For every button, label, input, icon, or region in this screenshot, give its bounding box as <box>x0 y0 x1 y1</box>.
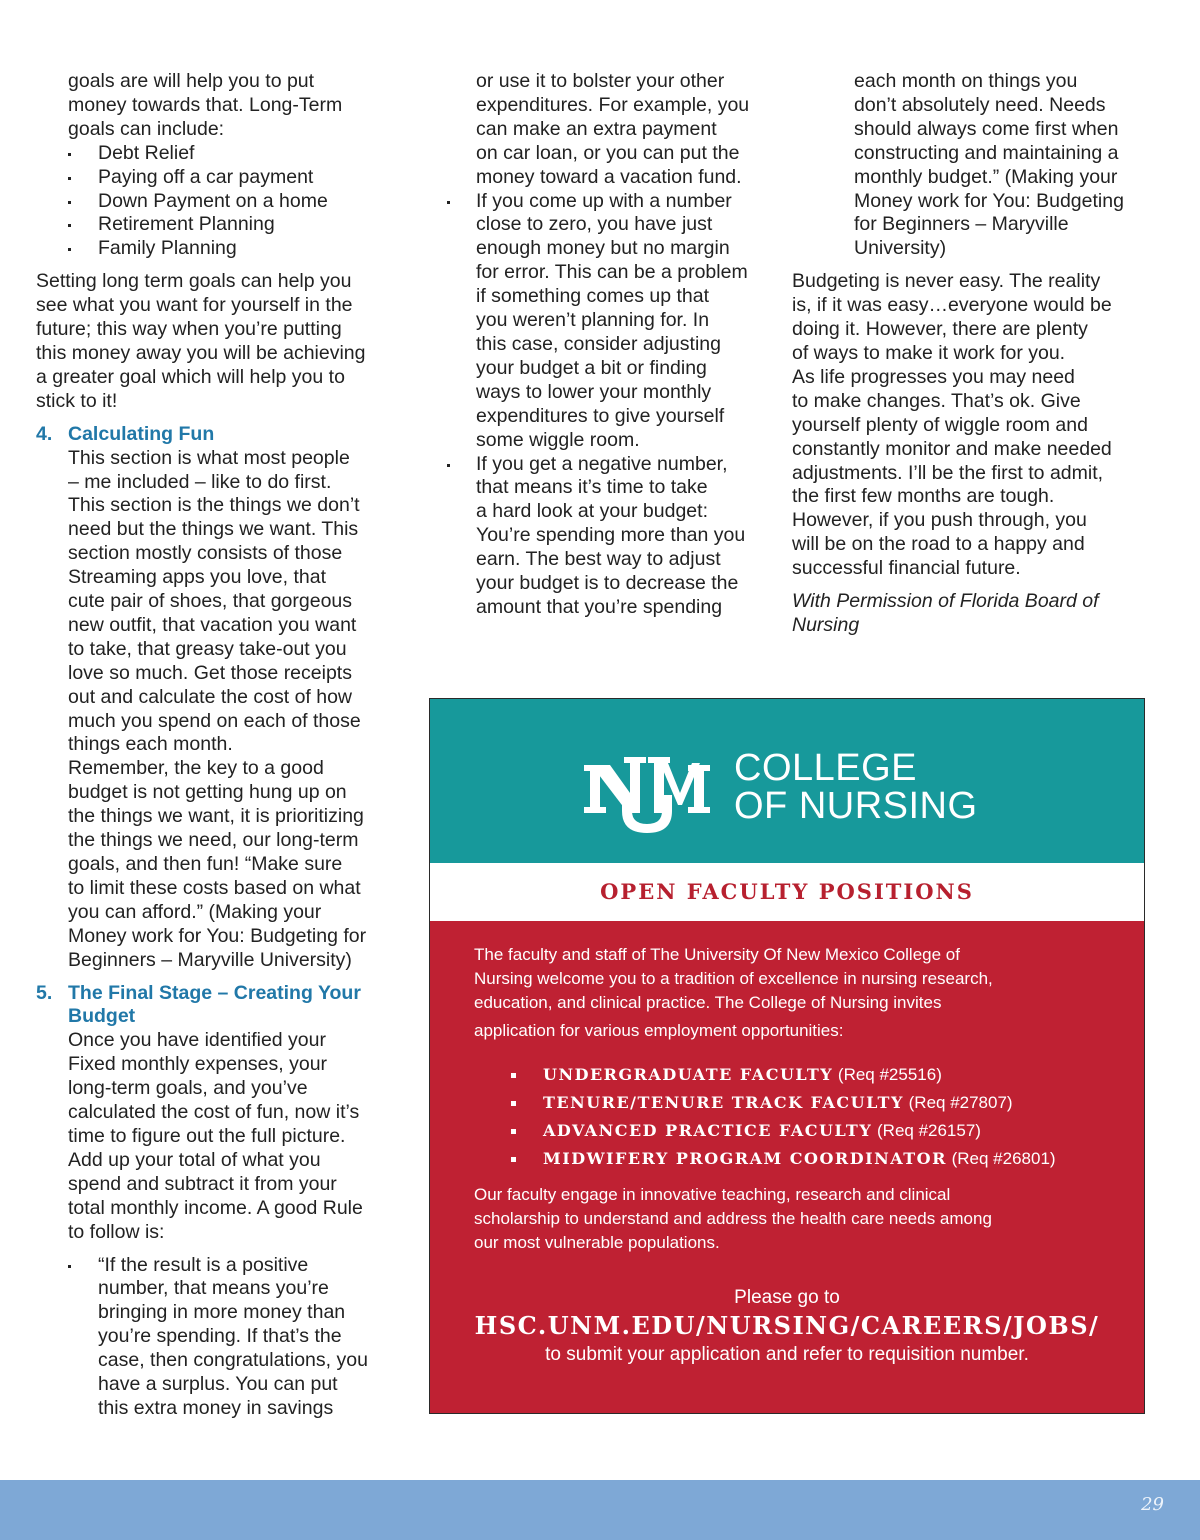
long-term-goals-list <box>36 142 396 262</box>
text-line: of ways to make it work for you. <box>792 341 1066 364</box>
text-line: goals are will help you to put <box>68 70 315 92</box>
text-line: Our faculty engage in innovative teaching, research and clinical <box>474 1185 951 1204</box>
text-line: goals can include: <box>68 117 225 140</box>
column-3 <box>792 70 1152 638</box>
text-line: out and calculate the cost of how <box>68 685 353 708</box>
text-line: calculated the cost of fun, now it’s <box>68 1101 360 1124</box>
text-line: you’re spending. If that’s the <box>98 1325 342 1348</box>
text-line: the things we need, our long-term <box>68 829 359 852</box>
position-title: UNDERGRADUATE FACULTY <box>543 1065 834 1084</box>
text-line: close to zero, you have just <box>476 213 713 236</box>
text-line: With Permission of Florida Board of <box>792 590 1099 613</box>
text-line: Streaming apps you love, that <box>68 566 326 589</box>
text-line: things each month. <box>68 733 233 756</box>
text-line: will be on the road to a happy and <box>792 533 1085 556</box>
section-number: 5. <box>36 981 53 1004</box>
text-line: amount that you’re spending <box>476 595 723 618</box>
text-line: Money work for You: Budgeting <box>854 189 1124 212</box>
text-line: our most vulnerable populations. <box>474 1233 720 1252</box>
careers-url-link[interactable]: HSC.UNM.EDU/NURSING/CAREERS/JOBS/ <box>474 1311 1100 1340</box>
text-line: should always come first when <box>854 117 1119 140</box>
result-bullets <box>444 190 774 620</box>
text-line: successful financial future. <box>792 557 1021 580</box>
text-line: case, then congratulations, you <box>98 1349 368 1372</box>
text-line: Add up your total of what you <box>68 1148 321 1171</box>
position-item <box>506 1117 1106 1145</box>
text-line: to limit these costs based on what <box>68 876 361 899</box>
text-line: expenditures. For example, you <box>476 93 750 116</box>
text-line: University) <box>854 237 947 260</box>
text-line: love so much. Get those receipts <box>68 661 352 684</box>
text-line: or use it to bolster your other <box>476 70 725 92</box>
positive-result-continued <box>444 70 774 190</box>
text-line: Nursing welcome you to a tradition of excellence in nursing research, <box>474 969 993 988</box>
section-number: 4. <box>36 422 53 445</box>
text-line: education, and clinical practice. The College of Nursing invites <box>474 993 942 1012</box>
text-line: constructing and maintaining a <box>854 141 1119 164</box>
text-line: you weren’t planning for. In <box>476 309 710 332</box>
text-line: section mostly consists of those <box>68 542 343 565</box>
ad-body <box>430 921 1144 1413</box>
ad-outro <box>474 1183 1104 1255</box>
text-line: can make an extra payment <box>476 117 717 140</box>
list-item <box>36 1254 396 1421</box>
text-line: If you get a negative number, <box>476 452 728 475</box>
text-line: adjustments. I’ll be the first to admit, <box>792 461 1104 484</box>
text-line: money towards that. Long-Term <box>68 93 343 116</box>
column-2 <box>444 70 774 620</box>
text-line: This section is the things we don’t <box>68 494 360 517</box>
text-line: The faculty and staff of The University Of New Mexico College of <box>474 945 960 964</box>
final-stage-body <box>36 1029 396 1244</box>
text-line: enough money but no margin <box>476 237 730 260</box>
page-footer <box>0 1480 1200 1540</box>
text-line: future; this way when you’re putting <box>36 318 342 341</box>
section-title-line: The Final Stage – Creating Your <box>68 981 361 1004</box>
text-line: don’t absolutely need. Needs <box>854 93 1106 116</box>
goals-intro <box>36 70 396 142</box>
text-line: is, if it was easy…everyone would be <box>792 294 1112 317</box>
text-line: stick to it! <box>36 389 118 412</box>
text-line: yourself plenty of wiggle room and <box>792 413 1088 436</box>
text-line: As life progresses you may need <box>792 365 1075 388</box>
text-line: expenditures to give yourself <box>476 404 725 427</box>
submit-instruction: to submit your application and refer to requisition number. <box>545 1344 1029 1365</box>
text-line: need but the things we want. This <box>68 518 359 541</box>
text-line: this extra money in savings <box>98 1396 334 1419</box>
text-line: long-term goals, and you’ve <box>68 1077 308 1100</box>
position-item <box>506 1145 1106 1173</box>
text-line: total monthly income. A good Rule <box>68 1196 363 1219</box>
text-line: earn. The best way to adjust <box>476 548 721 571</box>
list-item: Family Planning <box>36 237 396 261</box>
wordmark-line: COLLEGE <box>734 747 918 789</box>
text-line: bringing in more money than <box>98 1301 346 1324</box>
section-heading-calculating-fun <box>36 423 396 447</box>
text-line: application for various employment opportunities: <box>474 1021 844 1040</box>
list-item-zero-result <box>444 190 774 453</box>
ad-logo-banner <box>430 699 1144 863</box>
text-line: scholarship to understand and address the health care needs among <box>474 1209 992 1228</box>
text-line: money toward a vacation fund. <box>476 165 742 188</box>
ad-intro <box>474 943 1104 1043</box>
closing-paragraph <box>792 270 1152 581</box>
text-line: monthly budget.” (Making your <box>854 165 1118 188</box>
position-req: (Req #26157) <box>877 1121 981 1140</box>
college-of-nursing-wordmark <box>734 749 978 825</box>
text-line: this case, consider adjusting <box>476 332 721 355</box>
position-req: (Req #26801) <box>951 1149 1056 1168</box>
text-line: to take, that greasy take-out you <box>68 637 347 660</box>
position-req: (Req #25516) <box>837 1065 942 1084</box>
list-item: Paying off a car payment <box>36 166 396 190</box>
positions-list <box>506 1061 1106 1173</box>
list-item: Down Payment on a home <box>36 190 396 214</box>
position-item <box>506 1089 1106 1117</box>
text-line: However, if you push through, you <box>792 509 1087 532</box>
text-line: – me included – like to do first. <box>68 470 332 493</box>
position-req: (Req #27807) <box>908 1093 1013 1112</box>
text-line: for error. This can be a problem <box>476 261 748 284</box>
negative-result-continued <box>792 70 1152 261</box>
text-line: have a surplus. You can put <box>98 1373 338 1396</box>
text-line: Setting long term goals can help you <box>36 270 352 293</box>
text-line: see what you want for yourself in the <box>36 294 353 317</box>
text-line: number, that means you’re <box>98 1277 329 1300</box>
text-line: much you spend on each of those <box>68 709 361 732</box>
text-line: Remember, the key to a good <box>68 757 324 780</box>
text-line: budget is not getting hung up on <box>68 781 347 804</box>
text-line: “If the result is a positive <box>98 1253 309 1276</box>
text-line: Beginners – Maryville University) <box>68 948 352 971</box>
open-positions-heading: OPEN FACULTY POSITIONS <box>430 863 1144 921</box>
section-title: Calculating Fun <box>68 422 215 445</box>
text-line: Money work for You: Budgeting for <box>68 924 367 947</box>
text-line: Fixed monthly expenses, your <box>68 1053 328 1076</box>
text-line: This section is what most people <box>68 446 350 469</box>
text-line: ways to lower your monthly <box>476 380 712 403</box>
text-line: to make changes. That’s ok. Give <box>792 389 1081 412</box>
column-1 <box>36 70 396 1421</box>
text-line: Once you have identified your <box>68 1029 326 1052</box>
text-line: new outfit, that vacation you want <box>68 613 357 636</box>
text-line: each month on things you <box>854 70 1078 92</box>
wordmark-line: OF NURSING <box>734 785 978 827</box>
text-line: if something comes up that <box>476 285 710 308</box>
text-line: on car loan, or you can put the <box>476 141 740 164</box>
permission-credit <box>792 590 1152 638</box>
text-line: your budget is to decrease the <box>476 572 739 595</box>
section-title-line: Budget <box>68 1005 136 1028</box>
text-line: cute pair of shoes, that gorgeous <box>68 590 353 613</box>
please-go-to: Please go to <box>734 1287 840 1308</box>
page-number: 29 <box>1141 1494 1164 1515</box>
text-line: you can afford.” (Making your <box>68 900 322 923</box>
text-line: You’re spending more than you <box>476 524 746 547</box>
unm-nursing-ad <box>429 698 1145 1414</box>
text-line: time to figure out the full picture. <box>68 1124 346 1147</box>
list-item: Debt Relief <box>36 142 396 166</box>
text-line: to follow is: <box>68 1220 165 1243</box>
text-line: your budget a bit or finding <box>476 356 707 379</box>
position-item <box>506 1061 1106 1089</box>
positive-result-list <box>36 1254 396 1421</box>
text-line: doing it. However, there are plenty <box>792 318 1088 341</box>
text-line: a greater goal which will help you to <box>36 365 345 388</box>
text-line: some wiggle room. <box>476 428 640 451</box>
text-line: a hard look at your budget: <box>476 500 708 523</box>
unm-logo-icon <box>582 749 712 835</box>
text-line: If you come up with a number <box>476 189 732 212</box>
calculating-fun-body <box>36 447 396 973</box>
text-line: this money away you will be achieving <box>36 341 366 364</box>
position-title: ADVANCED PRACTICE FACULTY <box>543 1121 873 1140</box>
list-item: Retirement Planning <box>36 213 396 237</box>
text-line: the first few months are tough. <box>792 485 1055 508</box>
text-line: goals, and then fun! “Make sure <box>68 853 343 875</box>
text-line: the things we want, it is prioritizing <box>68 805 364 828</box>
long-term-paragraph <box>36 270 396 413</box>
position-title: TENURE/TENURE TRACK FACULTY <box>543 1093 904 1112</box>
text-line: constantly monitor and make needed <box>792 437 1112 460</box>
text-line: spend and subtract it from your <box>68 1172 337 1195</box>
section-heading-final-stage <box>36 982 396 1030</box>
text-line: that means it’s time to take <box>476 476 708 499</box>
text-line: Nursing <box>792 613 860 636</box>
list-item-negative-result <box>444 453 774 620</box>
text-line: for Beginners – Maryville <box>854 213 1069 236</box>
position-title: MIDWIFERY PROGRAM COORDINATOR <box>543 1149 947 1168</box>
text-line: Budgeting is never easy. The reality <box>792 270 1101 293</box>
